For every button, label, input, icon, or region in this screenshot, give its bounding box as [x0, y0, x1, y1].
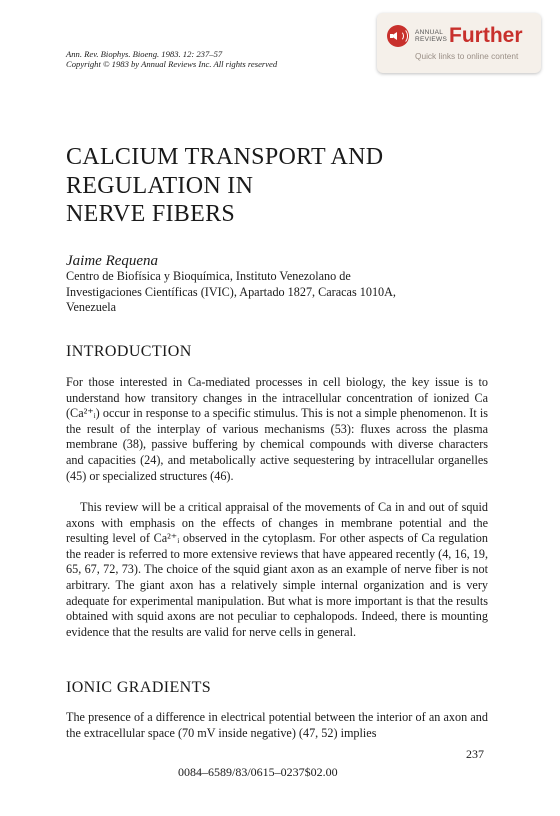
author-name: Jaime Requena — [66, 253, 159, 269]
intro-paragraph-1: For those interested in Ca-mediated processes in cell biology, the key issue is to understand how transitory changes in the intracellular concentration of ionized Ca (Ca²⁺ᵢ) occur in response to a specific stimulus. This is not a simple phenomenon. It is the result of the interplay of various mechanisms (53): fluxes across the plasma membrane (38), passive buffering by chemical compounds with diverse characters and capacities (24), and metabolically active sequestering by intracellular organelles (45) or specialized structures (46). — [66, 375, 488, 483]
ionic-paragraph-1: The presence of a difference in electrical potential between the interior of an axon and the extracellular space (70 mV inside negative) (47, 52) implies — [66, 710, 488, 740]
annual-reviews-logo: ANNUAL REVIEWS — [415, 29, 448, 43]
title-line: REGULATION IN — [66, 172, 254, 199]
journal-citation: Ann. Rev. Biophys. Bioeng. 1983. 12: 237–57 — [66, 49, 223, 59]
section-heading-ionic-gradients: IONIC GRADIENTS — [66, 679, 212, 696]
further-label: Further — [449, 24, 523, 47]
article-code: 0084–6589/83/0615–0237$02.00 — [178, 765, 338, 779]
journal-header — [66, 49, 277, 69]
title-line: CALCIUM TRANSPORT AND — [66, 144, 384, 170]
speaker-icon — [387, 25, 409, 47]
section-heading-introduction: INTRODUCTION — [66, 343, 192, 360]
article-title — [66, 143, 383, 229]
page-number: 237 — [466, 747, 484, 761]
title-line: NERVE FIBERS — [66, 201, 236, 227]
intro-paragraph-2: This review will be a critical appraisal of the movements of Ca in and out of squid axons with emphasis on the effects of changes in membrane potential and the resulting level of Ca²⁺ᵢ observed in the cytoplasm. For other aspects of Ca regulation the reader is referred to more extensive reviews that have appeared recently (4, 16, 19, 65, 67, 72, 73). The choice of the squid giant axon as an example of nerve fiber is not arbitrary. The giant axon has a relatively simple internal organization and is very adequate for experimental manipulation. But what is more important is that the results obtained with squid axons are not peculiar to cephalopods. Indeed, there is mounting evidence that the results are valid for nerve cells in general. — [66, 500, 488, 639]
further-banner[interactable] — [377, 13, 541, 73]
journal-copyright: Copyright © 1983 by Annual Reviews Inc. All rights reserved — [66, 59, 278, 69]
quick-links-text: Quick links to online content — [415, 51, 519, 61]
author-affiliation: Centro de Biofísica y Bioquímica, Instituto Venezolano de Investigaciones Científicas (IVIC), Apartado 1827, Caracas 1010A, Venezuela — [66, 269, 396, 315]
